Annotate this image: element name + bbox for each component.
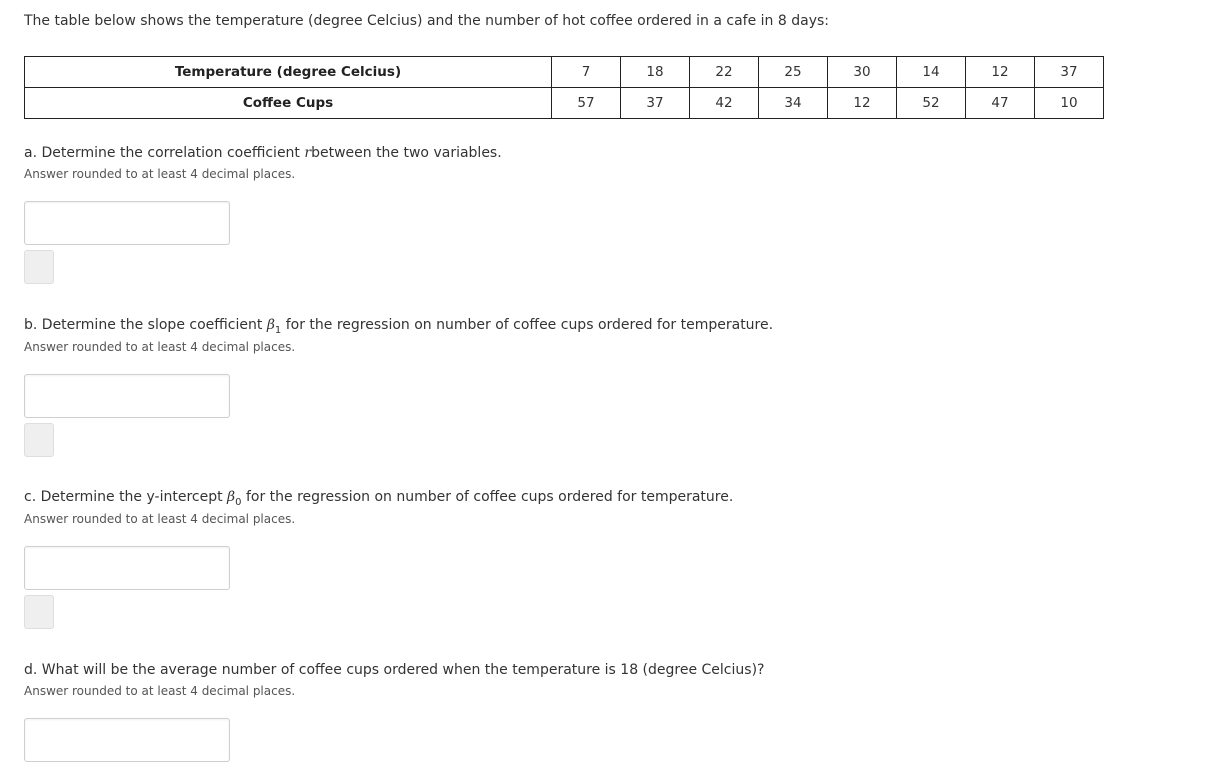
table-cell: 57 (552, 88, 621, 119)
question-d: d. What will be the average number of coffee cups ordered when the temperature is 18 (degree Celcius)? (24, 662, 765, 678)
table-cell: 7 (552, 57, 621, 88)
question-a-note: Answer rounded to at least 4 decimal places. (24, 167, 296, 181)
question-c-note: Answer rounded to at least 4 decimal places. (24, 512, 296, 526)
beta-0-symbol: β (227, 489, 236, 505)
question-a: a. Determine the correlation coefficient rbetween the two variables. (24, 145, 502, 161)
table-cell: 52 (897, 88, 966, 119)
table-cell: 18 (621, 57, 690, 88)
table-cell: 10 (1035, 88, 1104, 119)
question-b-note: Answer rounded to at least 4 decimal places. (24, 340, 296, 354)
table-cell: 47 (966, 88, 1035, 119)
question-d-note: Answer rounded to at least 4 decimal places. (24, 684, 296, 698)
answer-c-input[interactable] (24, 546, 230, 590)
table-row-coffee-cups (25, 88, 1104, 119)
problem-intro: The table below shows the temperature (degree Celcius) and the number of hot coffee ordered in a cafe in 8 days: (24, 13, 829, 29)
table-cell: 12 (828, 88, 897, 119)
beta-1-symbol: β (266, 317, 275, 333)
question-b: b. Determine the slope coefficient $\beta_1$ for the regression on number of coffee cups ordered for temperature. (24, 317, 774, 336)
check-answer-b-button[interactable] (24, 423, 54, 457)
table-cell: 37 (621, 88, 690, 119)
table-cell: 34 (759, 88, 828, 119)
table-cell: 14 (897, 57, 966, 88)
table-cell: 22 (690, 57, 759, 88)
table-cell: 12 (966, 57, 1035, 88)
row-label-coffee-cups: Coffee Cups (25, 88, 552, 119)
answer-b-input[interactable] (24, 374, 230, 418)
answer-d-input[interactable] (24, 718, 230, 762)
table-row-temperature (25, 57, 1104, 88)
table-cell: 42 (690, 88, 759, 119)
table-cell: 37 (1035, 57, 1104, 88)
table-cell: 30 (828, 57, 897, 88)
r-symbol: r (304, 145, 312, 161)
check-answer-c-button[interactable] (24, 595, 54, 629)
row-label-temperature: Temperature (degree Celcius) (25, 57, 552, 88)
table-cell: 25 (759, 57, 828, 88)
data-table (24, 56, 1104, 119)
answer-a-input[interactable] (24, 201, 230, 245)
question-c: c. Determine the y-intercept $\beta_0$ for the regression on number of coffee cups ordered for temperature. (24, 489, 734, 508)
check-answer-a-button[interactable] (24, 250, 54, 284)
